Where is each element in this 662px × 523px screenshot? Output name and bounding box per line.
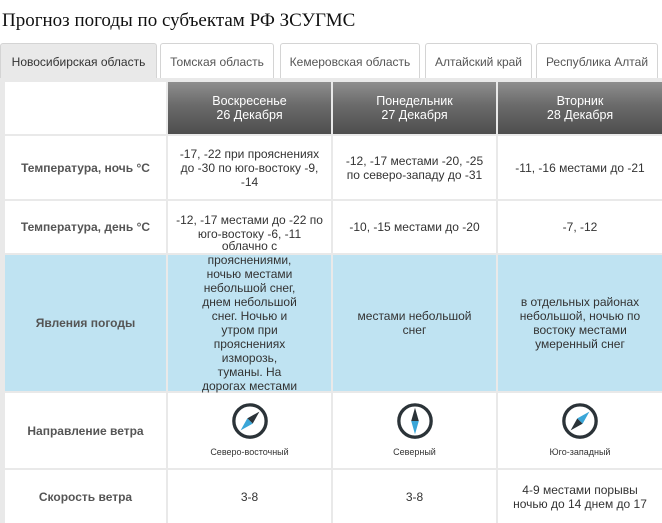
temp-night-value: -11, -16 местами до -21 [498,136,662,199]
wind-speed-value: 3-8 [333,470,496,523]
wind-direction-cell [168,393,331,468]
day-weekday: Воскресенье [212,94,287,108]
day-header [333,82,496,134]
table-corner [5,82,166,134]
tab-tomsk[interactable]: Томская область [160,43,274,79]
wind-direction-text: Юго-западный [549,447,611,457]
row-label-temp-night: Температура, ночь °С [5,136,166,199]
phenomena-value: в отдельных районах небольшой, ночью по востоку местами умеренный снег [498,255,662,391]
wind-speed-value: 4-9 местами порывы ночью до 14 днем до 17 [498,470,662,523]
wind-direction-text: Северный [393,447,436,457]
temp-day-value: -7, -12 [498,201,662,253]
row-label-wind-speed: Скорость ветра [5,470,166,523]
wind-speed-value: 3-8 [168,470,331,523]
tab-kemerovo[interactable]: Кемеровская область [280,43,420,79]
wind-direction-text: Северо-восточный [210,447,289,457]
day-header [498,82,662,134]
day-weekday: Понедельник [376,94,453,108]
day-header [168,82,331,134]
row-label-phenomena: Явления погоды [5,255,166,391]
forecast-table [5,82,662,523]
phenomena-value: прояснениями, ночью местами небольшой снег, днем небольшой снег. Ночью и утром при прояснениях изморозь, туманы. На дорогах местами [168,255,331,391]
compass-north-icon [396,402,434,440]
tab-altai-krai[interactable]: Алтайский край [425,43,532,79]
compass-northeast-icon [231,402,269,440]
temp-night-value: -17, -22 при прояснениях до -30 по юго-востоку -9, -14 [168,136,331,199]
row-label-temp-day: Температура, день °С [5,201,166,253]
day-weekday: Вторник [556,94,604,108]
wind-direction-cell [498,393,662,468]
wind-direction-cell [333,393,496,468]
day-date: 28 Декабря [546,108,614,122]
temp-night-value: -12, -17 местами -20, -25 по северо-западу до -31 [333,136,496,199]
temp-day-value: -10, -15 местами до -20 [333,201,496,253]
row-label-wind-direction: Направление ветра [5,393,166,468]
tab-novosibirsk[interactable]: Новосибирская область [0,43,157,79]
tab-altai-republic[interactable]: Республика Алтай [536,43,658,79]
temp-day-value: -12, -17 местами до -22 по юго-востоку -6, -11 [168,201,331,253]
phenomena-value: местами небольшой снег [333,255,496,391]
day-date: 26 Декабря [216,108,283,122]
day-date: 27 Декабря [381,108,448,122]
compass-southwest-icon [561,402,599,440]
region-tabs [0,43,662,79]
page-title: Прогноз погоды по субъектам РФ ЗСУГМС [2,10,356,31]
